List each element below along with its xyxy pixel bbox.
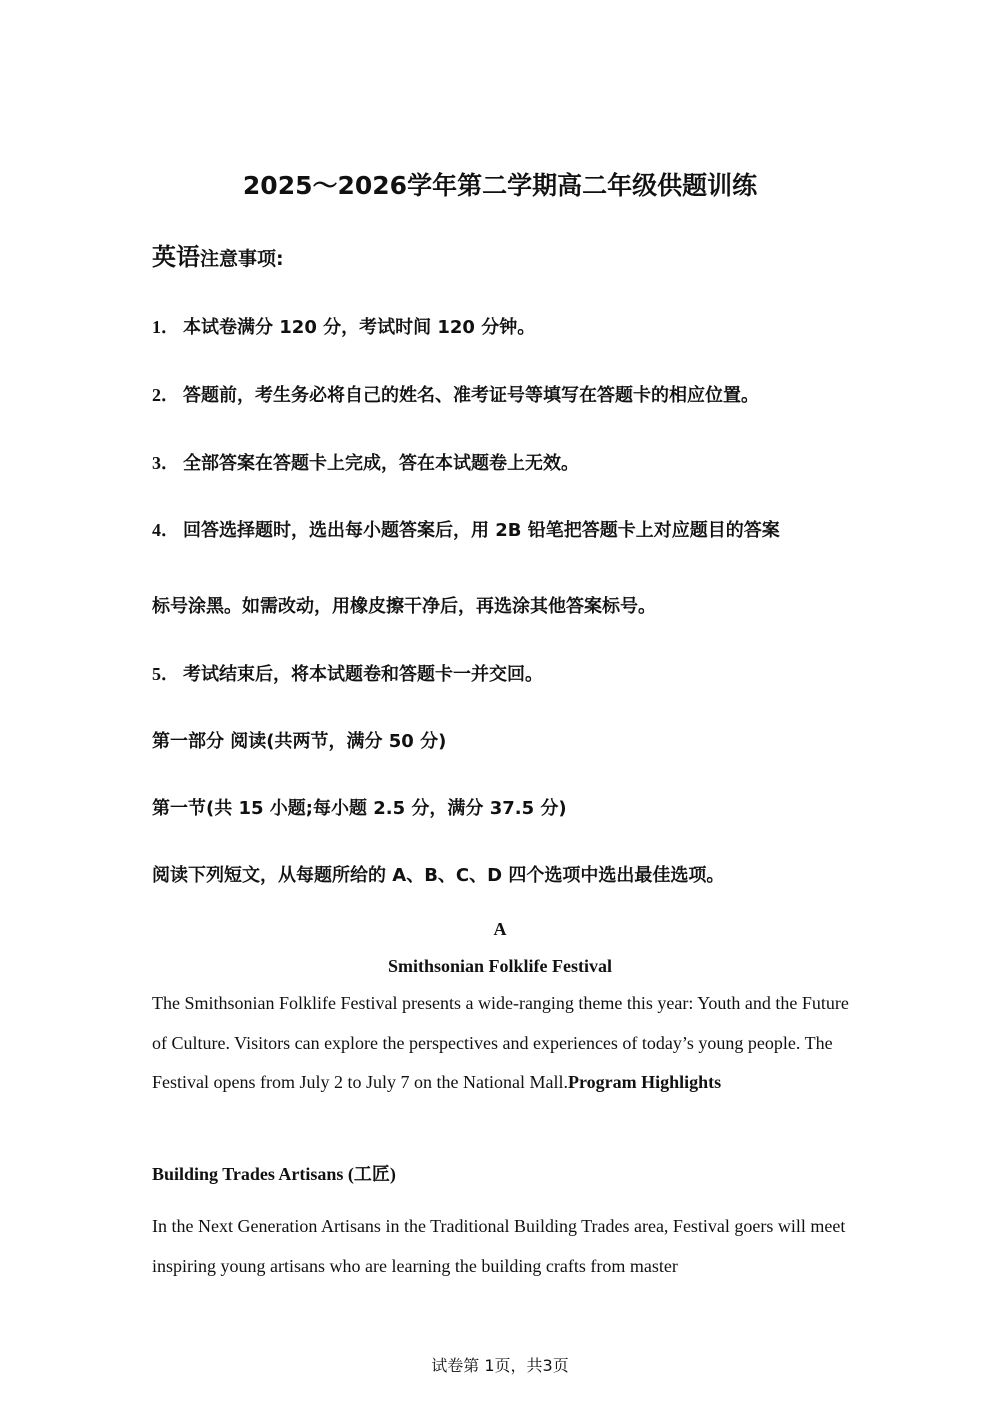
rule-1 [152, 313, 535, 342]
program-highlights-heading: Program Highlights [567, 1072, 722, 1092]
rule-3 [152, 449, 579, 478]
exam-title: 2025～2026学年第二学期高二年级供题训练 [242, 171, 758, 200]
rule-2 [152, 381, 759, 410]
building-trades-heading [152, 1160, 396, 1189]
rule-text: 考试结束后，将本试题卷和答题卡一并交回。 [183, 664, 543, 685]
rule-text: 全部答案在答题卡上完成，答在本试题卷上无效。 [183, 453, 579, 474]
subheading-zh: 工匠 [353, 1164, 390, 1185]
passage-intro [152, 984, 852, 1103]
rule-text: 答题前，考生务必将自己的姓名、准考证号等填写在答题卡的相应位置。 [183, 385, 759, 406]
rule-number: 2． [152, 385, 179, 405]
subheading-close: ) [389, 1164, 396, 1184]
passage-intro-text: The Smithsonian Folklife Festival presents a wide-ranging theme this year: Youth and the Future of Culture. Visitors can explore the perspectives and experiences of today’s young people. The Festival opens from July 2 to July 7 on the National Mall. [152, 993, 849, 1092]
rule-number: 5． [152, 664, 179, 684]
subject-line [152, 240, 284, 278]
rule-5 [152, 660, 543, 689]
passage-title: Smithsonian Folklife Festival [387, 956, 612, 976]
subheading-en: Building Trades Artisans ( [152, 1164, 354, 1184]
rule-text: 第一节(共 15 小题;每小题 2.5 分，满分 37.5 分) [152, 798, 567, 819]
passage-label: A [493, 919, 507, 939]
rule-number: 1． [152, 317, 179, 337]
notice-heading: 注意事项: [200, 248, 284, 270]
passage-body: In the Next Generation Artisans in the Traditional Building Trades area, Festival goers will meet inspiring young artisans who are learning the building crafts from master [152, 1216, 846, 1276]
rule-number: 4． [152, 520, 179, 540]
rule-4 [152, 516, 780, 545]
rule-text: 本试卷满分 120 分，考试时间 120 分钟。 [183, 317, 536, 338]
reading-instruction [152, 862, 724, 890]
rule-text: 阅读下列短文，从每题所给的 A、B、C、D 四个选项中选出最佳选项。 [152, 865, 725, 886]
rule-text: 第一部分 阅读(共两节，满分 50 分) [152, 731, 447, 752]
rule-text: 回答选择题时，选出每小题答案后，用 2B 铅笔把答题卡上对应题目的答案 [183, 520, 780, 541]
subject-label: 英语 [152, 243, 200, 271]
part-heading [152, 728, 446, 756]
rule-text: 标号涂黑。如需改动，用橡皮擦干净后，再选涂其他答案标号。 [152, 596, 656, 617]
page-footer: 试卷第 1页，共3页 [431, 1356, 569, 1375]
rule-4-continued [152, 593, 656, 621]
rule-number: 3． [152, 453, 179, 473]
section-heading [152, 795, 567, 823]
